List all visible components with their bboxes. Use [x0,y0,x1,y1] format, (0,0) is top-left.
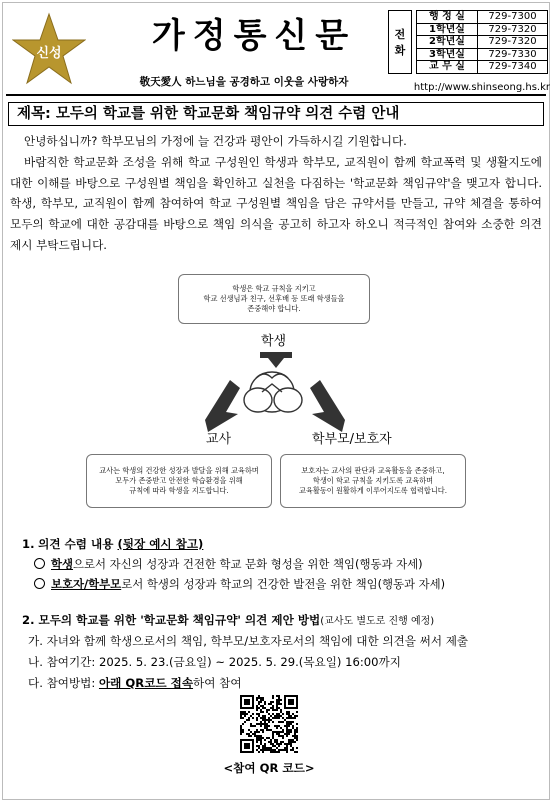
student-box-line: 존중해야 합니다. [247,304,301,313]
section-2-line-c [28,675,242,691]
phone-office-name: 2학년실 [417,36,478,49]
page-title: 가정통신문 [151,16,357,56]
line-c-suffix: 하여 참여 [193,676,242,690]
section-2-line-a: 가. 자녀와 함께 학생으로서의 책임, 학부모/보호자로서의 책임에 대한 의견을 써서 제출 [28,634,469,648]
website-link[interactable]: http://www.shinseong.hs.kr [413,82,550,93]
teacher-responsibility-box [86,454,272,508]
header [6,6,550,98]
teacher-label: 교사 [206,432,232,447]
phone-table [416,10,548,74]
body-text [10,131,542,256]
parent-box-line: 보호자는 교사의 판단과 교육활동을 존중하고, [301,466,445,475]
circle-bullet-icon [34,558,45,569]
option-student-lead: 학생 [51,557,74,571]
subject-title: 제목: 모두의 학교를 위한 학교문화 책임규약 의견 수렴 안내 [8,102,544,126]
phone-number: 729-7320 [478,36,548,49]
option-parent [34,576,445,592]
circle-bullet-icon [34,578,45,589]
phone-office-name: 1학년실 [417,23,478,36]
section-1-title-text: 의견 수렴 내용 [38,537,118,551]
teacher-box-line: 교사는 학생의 건강한 성장과 발달을 위해 교육하며 [99,466,259,475]
student-box-line: 학생은 학교 규칙을 지키고 [232,284,316,293]
student-label: 학생 [261,334,287,349]
phone-number: 729-7320 [478,23,548,36]
option-parent-text: 로서 학생의 성장과 학교의 건강한 발전을 위한 책임(행동과 자세) [121,577,446,591]
phone-label [388,10,412,74]
phone-label-char-2: 화 [394,44,406,57]
parent-box-line: 교육활동이 원활하게 이루어지도록 협력합니다. [298,486,447,495]
logo-text: 신성 [36,46,62,61]
option-student [34,556,423,572]
section-1-title [22,536,203,552]
phone-row [417,36,548,49]
phone-office-name: 교 무 실 [417,61,478,74]
greeting-paragraph: 안녕하십니까? 학부모님의 가정에 늘 건강과 평안이 가득하시길 기원합니다. [24,134,407,148]
parent-responsibility-box [280,454,466,508]
section-2-line-b: 나. 참여기간: 2025. 5. 23.(금요일) ~ 2025. 5. 29.(목요일) 16:00까지 [28,655,401,669]
phone-number: 729-7330 [478,48,548,61]
main-paragraph: 바람직한 학교문화 조성을 위해 학교 구성원인 학생과 학부모, 교직원이 함께 학교폭력 및 생활지도에 대한 이해를 바탕으로 구성원별 책임을 확인하고 실천을 다짐하는 '학교문화 책임규약'을 맺고자 합니다. 학생, 학부모, 교직원이 함께 참여하여 학교 구성원별 책임을 담은 규약서를 만들고, 규약 체결을 통하여 모두의 학교에 대한 공감대를 바탕으로 책임 의식을 공고히 하고자 하오니 적극적인 참여와 소중한 의견 제시 부탁드립니다. [10,154,542,252]
school-logo [12,12,86,86]
parent-label: 학부모/보호자 [312,432,392,447]
phone-label-char-1: 전 [394,28,406,41]
school-motto: 敬天愛人 하느님을 공경하고 이웃을 사랑하자 [139,76,349,88]
phone-number: 729-7340 [478,61,548,74]
phone-row [417,61,548,74]
header-rule [6,94,546,96]
phone-row [417,48,548,61]
phone-number: 729-7300 [478,11,548,24]
phone-office-name: 3학년실 [417,48,478,61]
phone-row [417,23,548,36]
qr-caption: <참여 QR 코드> [223,761,315,775]
parent-box-line: 학생이 학교 규칙을 지키도록 교육하며 [312,476,434,485]
student-responsibility-box [178,274,370,324]
line-c-prefix: 다. 참여방법: [28,676,99,690]
section-1-number: 1. [22,537,35,551]
qr-code[interactable] [240,695,298,753]
phone-office-name: 행 정 실 [417,11,478,24]
option-student-text: 으로서 자신의 성장과 건전한 학교 문화 형성을 위한 책임(행동과 자세) [73,557,423,571]
line-c-underlined: 아래 QR코드 접속 [98,676,194,690]
teacher-box-line: 모두가 존중받고 안전한 학습환경을 위해 [115,476,243,485]
phone-row [417,11,548,24]
option-parent-lead: 보호자/학부모 [51,577,122,591]
section-2-title-text: 2. 모두의 학교를 위한 '학교문화 책임규약' 의견 제안 방법 [22,613,321,627]
section-1-title-note: (뒷장 예시 참고) [117,537,204,551]
student-box-line: 학교 선생님과 친구, 선후배 등 또래 학생들을 [203,294,345,303]
section-2-title-note: (교사도 별도로 진행 예정) [320,616,435,627]
teacher-box-line: 규칙에 따라 학생을 지도합니다. [129,486,229,495]
section-2-title [22,612,434,628]
